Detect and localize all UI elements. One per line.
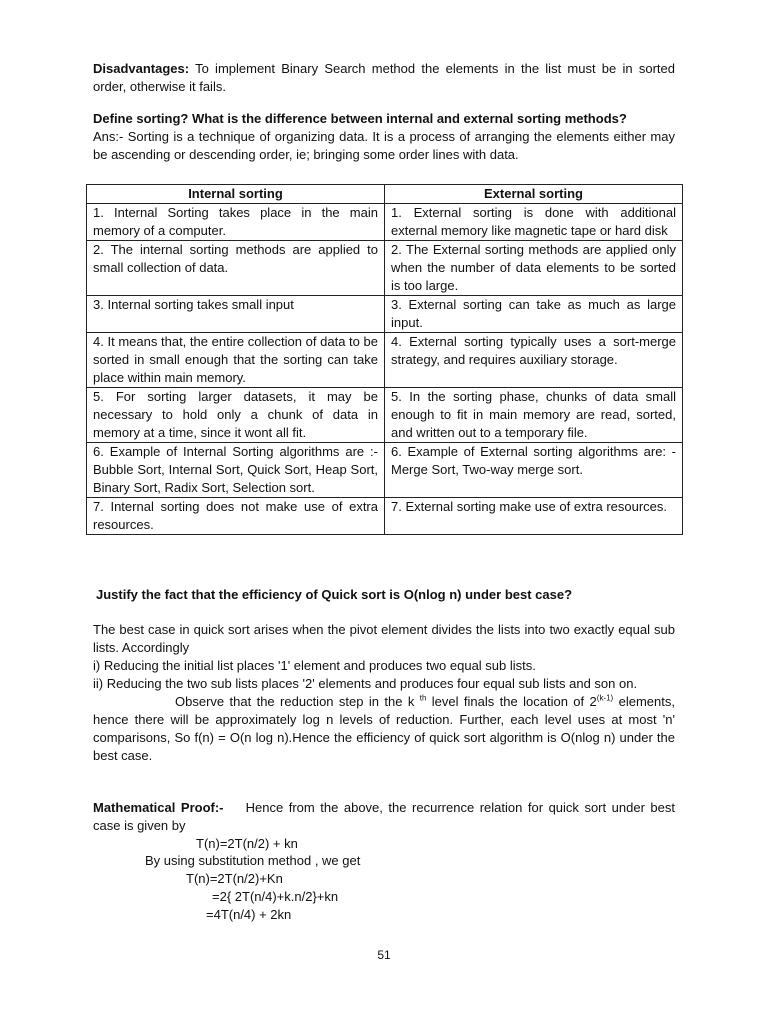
quicksort-explanation	[93, 621, 675, 765]
disadvantages-text: To implement Binary Search method the elements in the list must be in sorted order, otherwise it fails.	[93, 61, 675, 94]
table-cell: 7. External sorting make use of extra resources.	[385, 498, 683, 535]
substitution-line: By using substitution method , we get	[145, 853, 361, 868]
table-cell: 6. Example of External sorting algorithms are: - Merge Sort, Two-way merge sort.	[385, 443, 683, 498]
table-row	[87, 498, 683, 535]
disadvantages-paragraph	[93, 60, 675, 96]
equation-1: T(n)=2T(n/2) + kn	[196, 836, 298, 851]
header-external: External sorting	[385, 185, 683, 204]
equation-4: =4T(n/4) + 2kn	[206, 907, 292, 922]
p4-text-a: Observe that the reduction step in the k	[175, 694, 420, 709]
sorting-answer: Ans:- Sorting is a technique of organizing data. It is a process of arranging the elements either may be ascending or descending order, ie; bringing some order lines with data.	[93, 129, 675, 162]
sorting-comparison-table	[86, 184, 683, 535]
sorting-question: Define sorting? What is the difference between internal and external sorting methods?	[93, 111, 627, 126]
math-proof-intro	[93, 799, 679, 835]
p4-text-b: level finals the location of 2	[426, 694, 597, 709]
quicksort-p4	[93, 693, 675, 765]
math-proof-text: Hence from the above, the recurrence relation for quick sort under best case is given by	[93, 800, 679, 833]
table-cell: 6. Example of Internal Sorting algorithms are :- Bubble Sort, Internal Sort, Quick Sort, Heap Sort, Binary Sort, Radix Sort, Selection sort.	[87, 443, 385, 498]
table-cell: 1. Internal Sorting takes place in the main memory of a computer.	[87, 204, 385, 241]
table-header-row	[87, 185, 683, 204]
math-proof-label: Mathematical Proof:-	[93, 800, 224, 815]
table-cell: 2. The internal sorting methods are applied to small collection of data.	[87, 241, 385, 296]
page-body	[93, 60, 675, 164]
quicksort-p1: The best case in quick sort arises when the pivot element divides the lists into two exactly equal sub lists. Accordingly	[93, 622, 675, 655]
page-number: 51	[377, 948, 391, 962]
header-internal: Internal sorting	[87, 185, 385, 204]
p4-text-c: elements, hence there will be approximately log n levels of reduction. Further, each level uses at most 'n' comparisons, So f(n) = O(n log n).Hence the efficiency of quick sort algorithm is O(nlog n) under the best case.	[93, 694, 675, 763]
table-cell: 3. Internal sorting takes small input	[87, 296, 385, 333]
quicksort-p2: i) Reducing the initial list places '1' element and produces two equal sub lists.	[93, 658, 536, 673]
table-row	[87, 443, 683, 498]
table-row	[87, 388, 683, 443]
quicksort-p3: ii) Reducing the two sub lists places '2' elements and produces four equal sub lists and son on.	[93, 676, 638, 691]
table-cell: 5. In the sorting phase, chunks of data small enough to fit in main memory are read, sorted, and written out to a temporary file.	[385, 388, 683, 443]
table-cell: 1. External sorting is done with additional external memory like magnetic tape or hard disk	[385, 204, 683, 241]
math-proof	[93, 799, 679, 835]
table-cell: 3. External sorting can take as much as large input.	[385, 296, 683, 333]
table-row	[87, 333, 683, 388]
table-cell: 2. The External sorting methods are applied only when the number of data elements to be sorted is too large.	[385, 241, 683, 296]
table-cell: 7. Internal sorting does not make use of extra resources.	[87, 498, 385, 535]
table-row	[87, 296, 683, 333]
table-cell: 5. For sorting larger datasets, it may be necessary to hold only a chunk of data in memory at a time, since it wont all fit.	[87, 388, 385, 443]
table-row	[87, 241, 683, 296]
equation-3: =2{ 2T(n/4)+k.n/2}+kn	[212, 889, 339, 904]
table-cell: 4. External sorting typically uses a sort-merge strategy, and requires auxiliary storage.	[385, 333, 683, 388]
table-cell: 4. It means that, the entire collection of data to be sorted in small enough that the sorting can take place within main memory.	[87, 333, 385, 388]
equation-2: T(n)=2T(n/2)+Kn	[186, 871, 283, 886]
p4-sup-exp: (k-1)	[596, 693, 614, 703]
quicksort-question: Justify the fact that the efficiency of Quick sort is O(nlog n) under best case?	[96, 587, 573, 602]
disadvantages-label: Disadvantages:	[93, 61, 190, 76]
table-row	[87, 204, 683, 241]
p4-sup-th: th	[419, 693, 427, 703]
